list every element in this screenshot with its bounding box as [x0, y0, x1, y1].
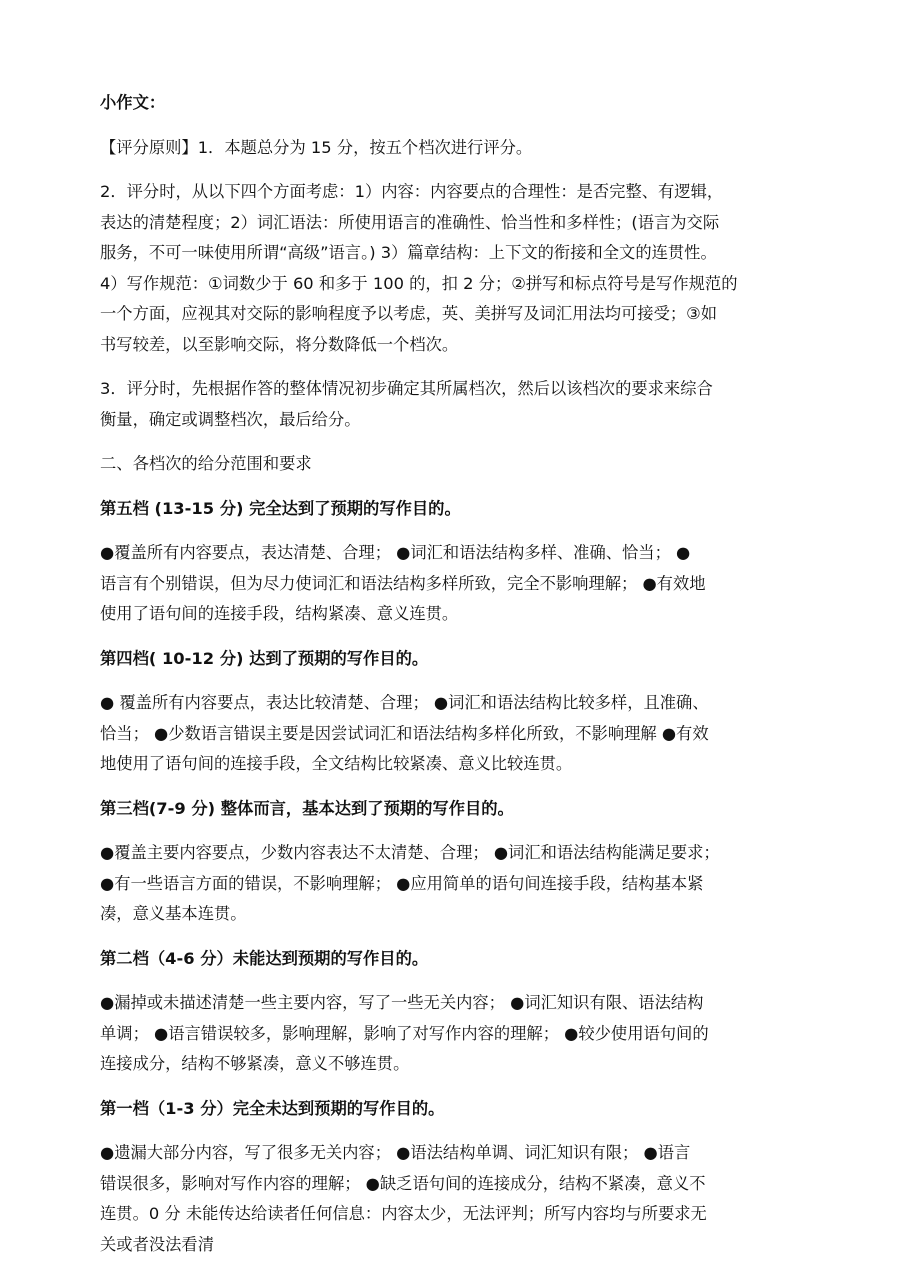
text-line: ●漏掉或未描述清楚一些主要内容，写了一些无关内容； ●词汇知识有限、语法结构 — [100, 993, 704, 1012]
level-criteria — [100, 688, 800, 780]
text-line: 地使用了语句间的连接手段，全文结构比较紧凑、意义比较连贯。 — [100, 754, 573, 773]
level-criteria — [100, 838, 800, 930]
level-heading: 第二档（4-6 分）未能达到预期的写作目的。 — [100, 948, 429, 968]
principles-intro: 【评分原则】1．本题总分为 15 分，按五个档次进行评分。 — [100, 137, 533, 157]
level-criteria — [100, 538, 800, 630]
principles-item-2 — [100, 177, 800, 360]
principles-item-3 — [100, 374, 800, 435]
text-line: 表达的清楚程度；2）词汇语法：所使用语言的准确性、恰当性和多样性；(语言为交际 — [100, 212, 720, 232]
text-line: 错误很多，影响对写作内容的理解； ●缺乏语句间的连接成分，结构不紧凑，意义不 — [100, 1173, 706, 1193]
text-line: ●有一些语言方面的错误，不影响理解； ●应用简单的语句间连接手段，结构基本紧 — [100, 873, 704, 893]
text-line: 单调； ●语言错误较多，影响理解，影响了对写作内容的理解； ●较少使用语句间的 — [100, 1023, 709, 1043]
text-line: 连接成分，结构不够紧凑，意义不够连贯。 — [100, 1054, 410, 1073]
text-line: 语言有个别错误，但为尽力使词汇和语法结构多样所致，完全不影响理解； ●有效地 — [100, 573, 706, 593]
text-line: ●覆盖所有内容要点，表达清楚、合理； ●词汇和语法结构多样、准确、恰当； ● — [100, 543, 691, 562]
text-line: 连贯。0 分 未能传达给读者任何信息：内容太少，无法评判；所写内容均与所要求无 — [100, 1204, 707, 1223]
level-heading: 第一档（1-3 分）完全未达到预期的写作目的。 — [100, 1098, 445, 1118]
text-line: 凑，意义基本连贯。 — [100, 904, 247, 923]
document-page — [100, 88, 800, 1274]
text-line: 4）写作规范：①词数少于 60 和多于 100 的，扣 2 分；②拼写和标点符号是写作规范的 — [100, 273, 738, 293]
text-line: 使用了语句间的连接手段，结构紧凑、意义连贯。 — [100, 604, 459, 623]
level-heading: 第三档(7-9 分) 整体而言，基本达到了预期的写作目的。 — [100, 798, 514, 818]
text-line: 关或者没法看清 — [100, 1234, 214, 1254]
text-line: ●覆盖主要内容要点，少数内容表达不太清楚、合理； ●词汇和语法结构能满足要求； — [100, 843, 720, 862]
text-line: 衡量，确定或调整档次，最后给分。 — [100, 409, 361, 429]
text-line: 书写较差，以至影响交际，将分数降低一个档次。 — [100, 334, 459, 354]
text-line: ● 覆盖所有内容要点，表达比较清楚、合理； ●词汇和语法结构比较多样，且准确、 — [100, 693, 709, 712]
level-criteria — [100, 1138, 800, 1260]
level-heading: 第五档 (13-15 分) 完全达到了预期的写作目的。 — [100, 498, 461, 518]
text-line: 服务，不可一味使用所谓“高级”语言。) 3）篇章结构：上下文的衔接和全文的连贯性。 — [100, 243, 717, 262]
level-criteria — [100, 988, 800, 1080]
text-line: 2．评分时，从以下四个方面考虑：1）内容：内容要点的合理性：是否完整、有逻辑， — [100, 182, 724, 201]
text-line: 3．评分时，先根据作答的整体情况初步确定其所属档次，然后以该档次的要求来综合 — [100, 379, 713, 398]
level-heading: 第四档( 10-12 分) 达到了预期的写作目的。 — [100, 648, 429, 668]
section-heading: 二、各档次的给分范围和要求 — [100, 454, 312, 473]
doc-title: 小作文： — [100, 93, 166, 112]
text-line: ●遗漏大部分内容，写了很多无关内容； ●语法结构单调、词汇知识有限； ●语言 — [100, 1143, 691, 1162]
text-line: 恰当； ●少数语言错误主要是因尝试词汇和语法结构多样化所致，不影响理解 ●有效 — [100, 723, 709, 743]
text-line: 一个方面，应视其对交际的影响程度予以考虑，英、美拼写及词汇用法均可接受；③如 — [100, 304, 718, 323]
